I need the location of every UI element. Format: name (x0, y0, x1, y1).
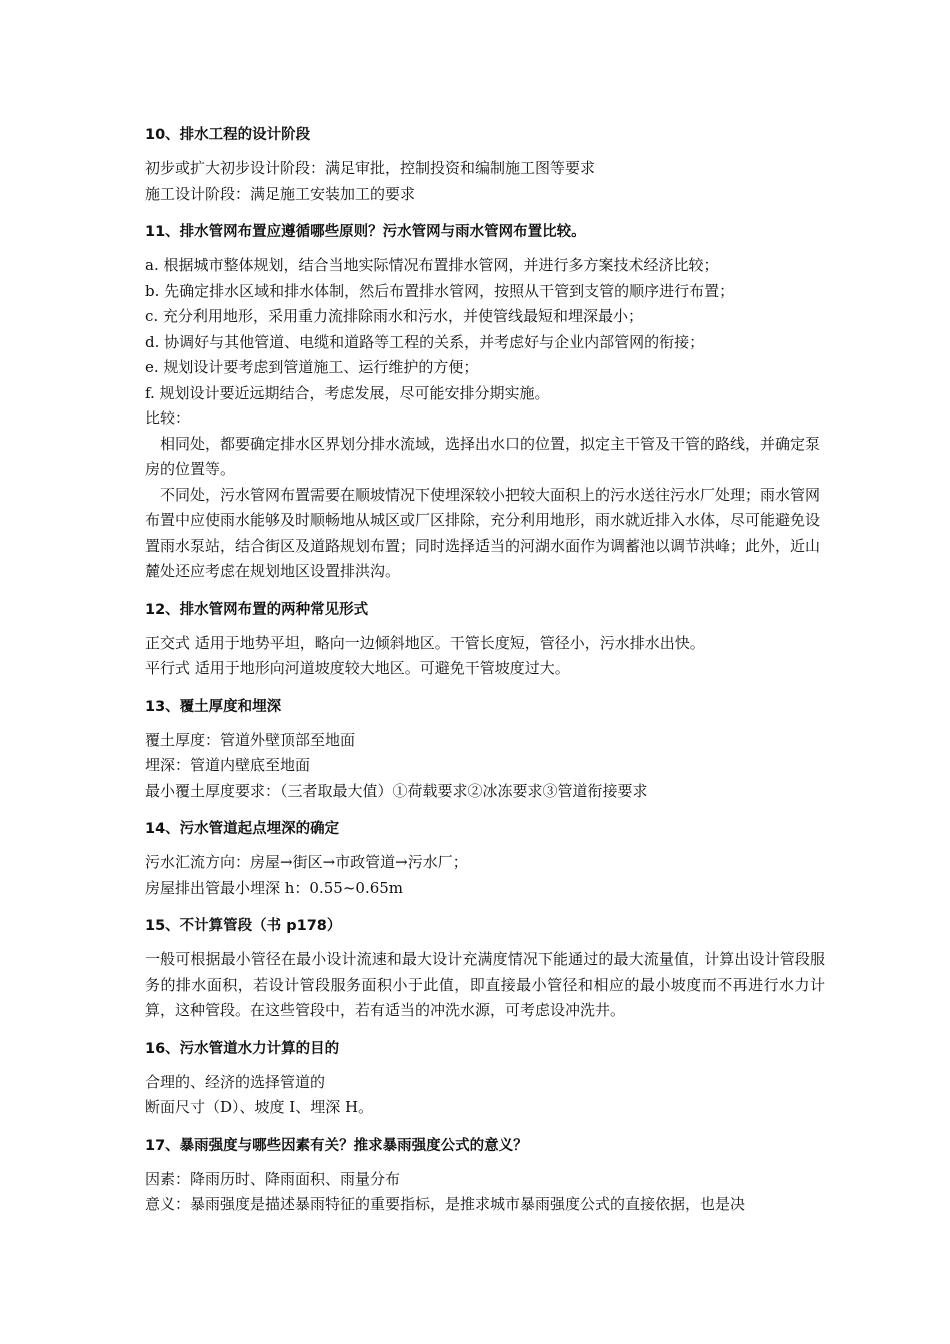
text-line: 合理的、经济的选择管道的 (145, 1072, 326, 1091)
similarity-paragraph: 相同处，都要确定排水区界划分排水流域，选择出水口的位置，拟定主干管及干管的路线，并确定泵房的位置等。 (145, 434, 821, 478)
section-heading-13: 13、覆土厚度和埋深 (145, 698, 282, 715)
text-line: 初步或扩大初步设计阶段：满足审批，控制投资和编制施工图等要求 (145, 159, 596, 177)
text-line: 施工设计阶段：满足施工安装加工的要求 (145, 184, 416, 203)
section-heading-17: 17、暴雨强度与哪些因素有关？推求暴雨强度公式的意义？ (145, 1137, 528, 1154)
text-line: 平行式 适用于地形向河道坡度较大地区。可避免干管坡度过大。 (145, 659, 570, 677)
comparison-label: 比较： (145, 409, 191, 427)
list-item: c. 充分利用地形，采用重力流排除雨水和污水，并使管线最短和埋深最小； (145, 307, 643, 325)
section-heading-15: 15、不计算管段（书 p178） (145, 918, 342, 934)
section-heading-10: 10、排水工程的设计阶段 (145, 127, 311, 143)
document-body (145, 122, 825, 1218)
text-line: 意义：暴雨强度是描述暴雨特征的重要指标，是推求城市暴雨强度公式的直接依据，也是决 (145, 1195, 746, 1213)
list-item: b. 先确定排水区域和排水体制，然后布置排水管网，按照从干管到支管的顺序进行布置； (145, 281, 735, 300)
text-line: 最小覆土厚度要求：（三者取最大值）①荷载要求②冰冻要求③管道衔接要求 (145, 781, 648, 800)
text-line: 埋深：管道内壁底至地面 (145, 756, 311, 774)
list-item: d. 协调好与其他管道、电缆和道路等工程的关系，并考虑好与企业内部管网的衔接； (145, 332, 705, 351)
list-item: a. 根据城市整体规划，结合当地实际情况布置排水管网，并进行多方案技术经济比较； (145, 256, 719, 274)
text-line: 污水汇流方向：房屋→街区→市政管道→污水厂； (145, 853, 468, 871)
text-paragraph: 一般可根据最小管径在最小设计流速和最大设计充满度情况下能通过的最大流量值，计算出设计管段服务的排水面积，若设计管段服务面积小于此值，即直接最小管径和相应的最小坡度而不再进行水力计算，这种管段。在这些管段中，若有适当的冲洗水源，可考虑设冲洗井。 (145, 950, 825, 1019)
list-item: f. 规划设计要近远期结合，考虑发展，尽可能安排分期实施。 (145, 383, 550, 402)
text-line: 正交式 适用于地势平坦，略向一边倾斜地区。干管长度短，管径小，污水排水出快。 (145, 633, 705, 652)
section-heading-12: 12、排水管网布置的两种常见形式 (145, 601, 369, 618)
list-item: e. 规划设计要考虑到管道施工、运行维护的方便； (145, 358, 479, 376)
text-line: 因素：降雨历时、降雨面积、雨量分布 (145, 1169, 401, 1188)
text-line: 覆土厚度：管道外壁顶部至地面 (145, 730, 356, 749)
text-line: 断面尺寸（D）、坡度 I、埋深 H。 (145, 1098, 374, 1116)
section-heading-16: 16、污水管道水力计算的目的 (145, 1040, 340, 1057)
difference-paragraph: 不同处，污水管网布置需要在顺坡情况下使埋深较小把较大面积上的污水送往污水厂处理；雨水管网布置中应使雨水能够及时顺畅地从城区或厂区排除，充分利用地形，雨水就近排入水体，尽可能避免设置雨水泵站，结合街区及道路规划布置；同时选择适当的河湖水面作为调蓄池以调节洪峰；此外，近山麓处还应考虑在规划地区设置排洪沟。 (145, 485, 821, 580)
section-heading-14: 14、污水管道起点埋深的确定 (145, 821, 340, 837)
text-line: 房屋排出管最小埋深 h：0.55~0.65m (145, 878, 404, 897)
section-heading-11: 11、排水管网布置应遵循哪些原则？污水管网与雨水管网布置比较。 (145, 224, 586, 240)
